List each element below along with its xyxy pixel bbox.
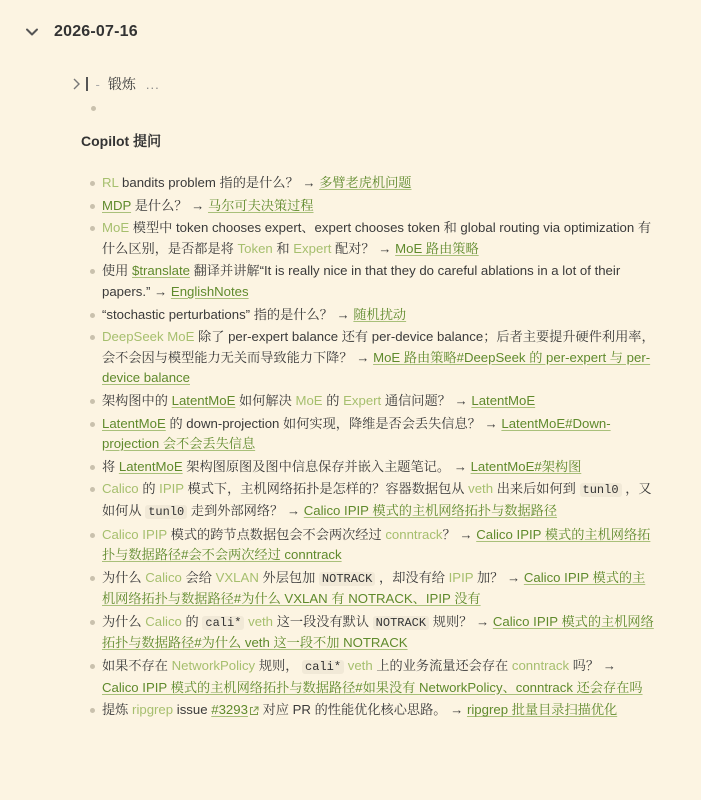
note-link[interactable]: EnglishNotes bbox=[170, 283, 249, 299]
bullet-dot[interactable] bbox=[91, 106, 96, 111]
tag[interactable]: Expert bbox=[293, 240, 332, 256]
list-item[interactable] bbox=[90, 327, 656, 389]
tag[interactable]: MoE bbox=[295, 392, 323, 408]
note-link[interactable]: Calico IPIP 模式的主机网络拓扑与数据路径#会不会两次经过 conntrack bbox=[102, 526, 651, 563]
tag[interactable]: Calico bbox=[145, 613, 182, 629]
inline-code: cali* bbox=[302, 660, 344, 674]
journal-header bbox=[24, 20, 138, 44]
item-text: issue bbox=[173, 702, 212, 718]
list-item[interactable] bbox=[90, 700, 656, 721]
section-title: Copilot 提问 bbox=[81, 133, 162, 149]
note-link[interactable]: Calico IPIP 模式的主机网络拓扑与数据路径#如果没有 NetworkPolicy、conntrack 还会存在吗 bbox=[102, 679, 643, 695]
item-text: 如果不存在 bbox=[102, 658, 172, 674]
item-text: 除了 per-expert balance 还有 per-device balance；后者主要提升硬件利用率，会不会因与模型能力无关而导致能力下降？ → bbox=[102, 329, 655, 365]
item-text: 架构图中的 bbox=[102, 392, 172, 408]
list-item[interactable] bbox=[90, 656, 656, 698]
list-item[interactable] bbox=[90, 568, 656, 610]
inline-code: tunl0 bbox=[580, 483, 622, 497]
tag[interactable]: RL bbox=[102, 175, 119, 190]
note-link[interactable]: Calico IPIP 模式的主机网络拓扑与数据路径#为什么 VXLAN 有 NOTRACK、IPIP 没有 bbox=[102, 569, 646, 607]
question-list bbox=[90, 173, 656, 723]
tag[interactable]: conntrack bbox=[385, 526, 443, 542]
tag[interactable]: ripgrep bbox=[132, 702, 174, 718]
item-text: 架构图原图及图中信息保存并嵌入主题笔记。 → bbox=[182, 458, 471, 474]
item-text: 翻译并讲解“It is really nice in that they do careful ablations in a lot of their papers.” → bbox=[102, 263, 621, 299]
tag[interactable]: Expert bbox=[343, 392, 382, 408]
item-text: 如何解决 bbox=[235, 392, 296, 408]
item-text: 将 bbox=[102, 458, 119, 474]
command-link[interactable]: $translate bbox=[132, 263, 190, 279]
note-link[interactable]: 马尔可夫决策过程 bbox=[208, 197, 314, 213]
tag[interactable]: veth bbox=[347, 658, 373, 674]
tag[interactable]: NetworkPolicy bbox=[171, 658, 256, 674]
note-link[interactable]: MoE 路由策略 bbox=[395, 240, 479, 256]
note-link[interactable]: Calico IPIP 模式的主机网络拓扑与数据路径 bbox=[303, 502, 558, 518]
tag[interactable]: MoE bbox=[167, 329, 195, 345]
list-item[interactable] bbox=[90, 457, 656, 478]
item-text: 规则？ → bbox=[429, 613, 493, 629]
text-cursor bbox=[86, 77, 88, 91]
item-text: 会给 bbox=[181, 569, 216, 585]
item-text: 的 bbox=[322, 392, 344, 408]
block-label[interactable]: 锻炼 bbox=[107, 76, 136, 92]
item-text: 模式下，主机网络拓扑是怎样的？容器数据包从 bbox=[183, 481, 469, 497]
note-link[interactable]: LatentMoE bbox=[118, 458, 183, 474]
item-text: ？ → bbox=[442, 526, 477, 542]
note-link[interactable]: LatentMoE bbox=[102, 415, 166, 431]
item-text: 对应 PR 的性能优化核心思路。 → bbox=[258, 702, 467, 718]
item-text: 模型中 token chooses expert、expert chooses token 和 global routing via optimization 有什么区别，是否都是将 bbox=[102, 220, 652, 256]
item-text: 外层包加 bbox=[258, 569, 319, 585]
item-text: 走到外部网络？ → bbox=[187, 502, 304, 518]
list-item[interactable] bbox=[90, 196, 656, 217]
collapsed-block bbox=[72, 72, 160, 96]
item-text: ，却没有给 bbox=[375, 569, 449, 585]
list-dash: - bbox=[95, 76, 100, 92]
list-item[interactable] bbox=[90, 305, 656, 326]
note-link[interactable]: MoE 路由策略#DeepSeek 的 per-expert 与 per-device balance bbox=[102, 349, 651, 386]
note-link[interactable]: LatentMoE#Down-projection 会不会丢失信息 bbox=[102, 415, 611, 452]
item-text: 配对？ → bbox=[331, 240, 396, 256]
item-text: 为什么 bbox=[102, 569, 146, 585]
item-text: 提炼 bbox=[102, 702, 133, 718]
list-item[interactable] bbox=[90, 218, 656, 259]
tag[interactable]: MoE bbox=[102, 220, 130, 236]
tag[interactable]: IPIP bbox=[159, 481, 184, 497]
list-item[interactable] bbox=[90, 173, 656, 194]
tag[interactable]: Calico bbox=[145, 569, 182, 585]
inline-code: tunl0 bbox=[145, 505, 187, 519]
external-link[interactable]: #3293 bbox=[211, 702, 248, 718]
note-link[interactable]: 多臂老虎机问题 bbox=[319, 175, 412, 190]
item-text: 规则， bbox=[255, 658, 303, 674]
tag[interactable]: Calico bbox=[102, 481, 139, 497]
item-text: 为什么 bbox=[102, 613, 146, 629]
item-text: 的 bbox=[181, 613, 203, 629]
item-text: 使用 bbox=[102, 263, 133, 279]
note-link[interactable]: 随机扰动 bbox=[353, 306, 407, 322]
tag[interactable]: conntrack bbox=[511, 658, 570, 674]
chevron-right-icon[interactable] bbox=[72, 77, 82, 91]
external-link-icon bbox=[249, 706, 259, 716]
note-link[interactable]: ripgrep 批量目录扫描优化 bbox=[466, 702, 618, 718]
tag[interactable]: veth bbox=[468, 481, 494, 497]
item-text: bandits problem 指的是什么？ → bbox=[118, 175, 320, 190]
tag[interactable]: DeepSeek bbox=[102, 329, 164, 345]
item-text: 吗？ → bbox=[569, 658, 616, 674]
item-text: 上的业务流量还会存在 bbox=[372, 658, 512, 674]
item-text: 加？ → bbox=[473, 569, 524, 585]
journal-date[interactable]: 2026-07-16 bbox=[54, 23, 138, 40]
item-text: 的 bbox=[138, 481, 160, 497]
tag[interactable]: veth bbox=[248, 613, 274, 629]
list-item[interactable] bbox=[90, 414, 656, 455]
inline-code: cali* bbox=[202, 616, 244, 630]
note-link[interactable]: LatentMoE#架构图 bbox=[470, 458, 582, 474]
note-link[interactable]: Calico IPIP 模式的主机网络拓扑与数据路径#为什么 veth 这一段不加 NOTRACK bbox=[102, 613, 654, 651]
note-link[interactable]: LatentMoE bbox=[471, 392, 536, 408]
item-text: 模式的跨节点数据包会不会两次经过 bbox=[167, 526, 386, 542]
item-text: ，又如何从 bbox=[102, 481, 652, 518]
item-text: 的 down-projection 如何实现，降维是否会丢失信息？ → bbox=[165, 415, 502, 431]
list-item[interactable] bbox=[90, 479, 656, 522]
inline-code: NOTRACK bbox=[373, 616, 429, 630]
tag[interactable]: Token bbox=[237, 240, 273, 256]
item-text: 通信问题？ → bbox=[381, 392, 472, 408]
collapsed-ellipsis[interactable]: ... bbox=[145, 76, 160, 92]
list-item[interactable] bbox=[90, 525, 656, 566]
item-text: 出来后如何到 bbox=[493, 481, 580, 497]
note-link[interactable]: LatentMoE bbox=[171, 392, 236, 408]
tag[interactable]: VXLAN bbox=[215, 569, 259, 585]
list-item[interactable] bbox=[90, 391, 656, 412]
list-item[interactable] bbox=[90, 261, 656, 302]
item-text: “stochastic perturbations” 指的是什么？ → bbox=[102, 306, 354, 322]
tag[interactable]: IPIP bbox=[448, 569, 474, 585]
tag[interactable]: Calico IPIP bbox=[102, 526, 167, 542]
list-item[interactable] bbox=[90, 612, 656, 654]
inline-code: NOTRACK bbox=[319, 572, 375, 586]
chevron-down-icon[interactable] bbox=[24, 24, 40, 40]
item-text: 是什么？ → bbox=[131, 197, 209, 213]
item-text: 和 bbox=[272, 240, 294, 256]
note-link[interactable]: MDP bbox=[102, 197, 132, 213]
empty-block[interactable] bbox=[91, 103, 96, 113]
item-text: 这一段没有默认 bbox=[273, 613, 373, 629]
